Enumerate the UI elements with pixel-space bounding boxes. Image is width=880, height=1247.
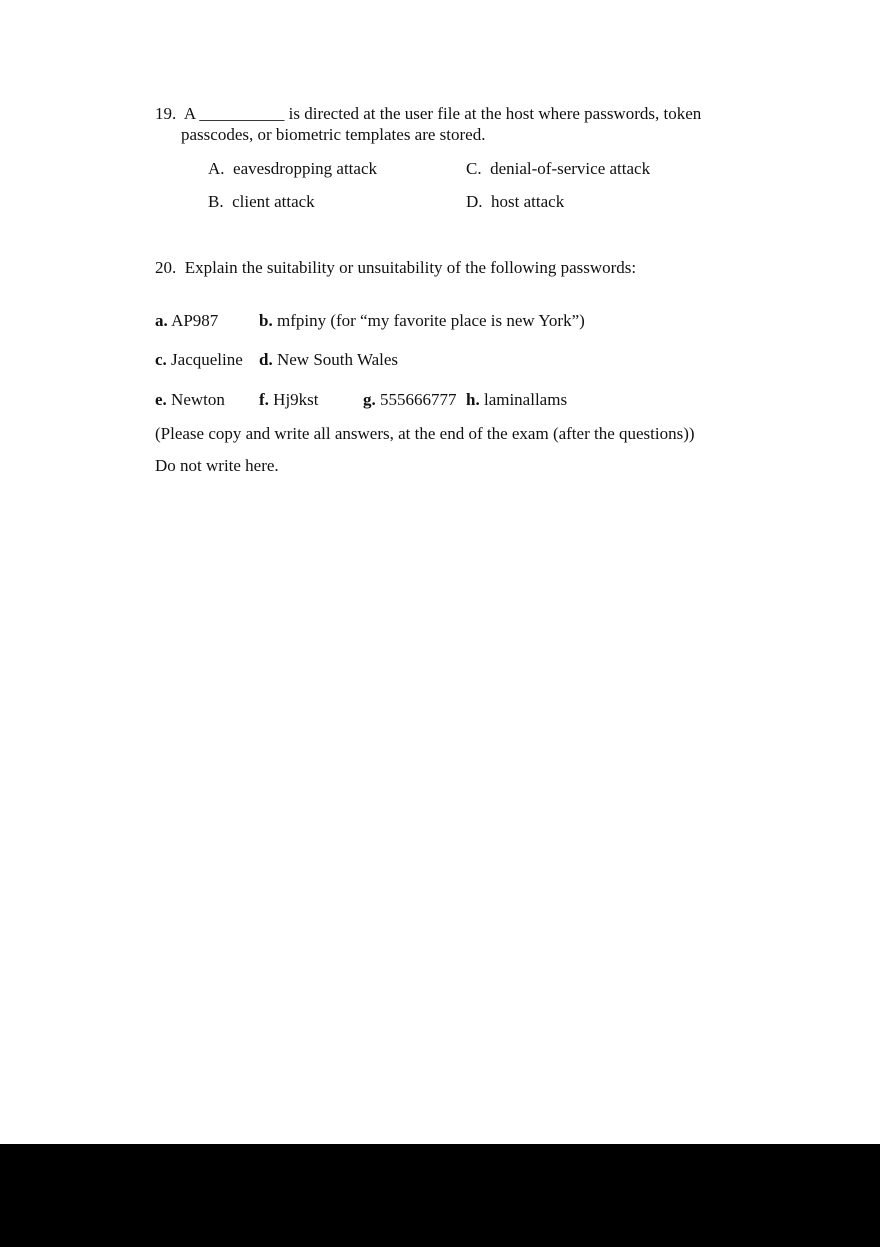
password-item-f: f. Hj9kst [259, 390, 319, 409]
option-b: B. client attack [208, 192, 315, 211]
question-19-line-1: 19. A __________ is directed at the user file at the host where passwords, token [155, 104, 702, 123]
password-item-b: b. mfpiny (for “my favorite place is new York”) [259, 311, 585, 330]
question-20-prompt: 20. Explain the suitability or unsuitability of the following passwords: [155, 258, 637, 277]
question-number: 20. [155, 258, 177, 277]
answer-blank: __________ [199, 104, 285, 123]
question-19-line-2: passcodes, or biometric templates are stored. [181, 125, 486, 144]
option-a: A. eavesdropping attack [208, 159, 377, 178]
password-item-a: a. AP987 [155, 311, 219, 330]
option-d: D. host attack [466, 192, 565, 211]
do-not-write-instruction: Do not write here. [155, 456, 279, 475]
option-c: C. denial-of-service attack [466, 159, 651, 178]
black-footer-band [0, 1144, 880, 1247]
question-number: 19. [155, 104, 177, 123]
password-item-c: c. Jacqueline [155, 350, 243, 369]
password-item-g: g. 555666777 [363, 390, 457, 409]
password-item-e: e. Newton [155, 390, 225, 409]
password-item-h: h. laminallams [466, 390, 568, 409]
password-item-d: d. New South Wales [259, 350, 399, 369]
answer-note: (Please copy and write all answers, at the end of the exam (after the questions)) [155, 424, 695, 443]
